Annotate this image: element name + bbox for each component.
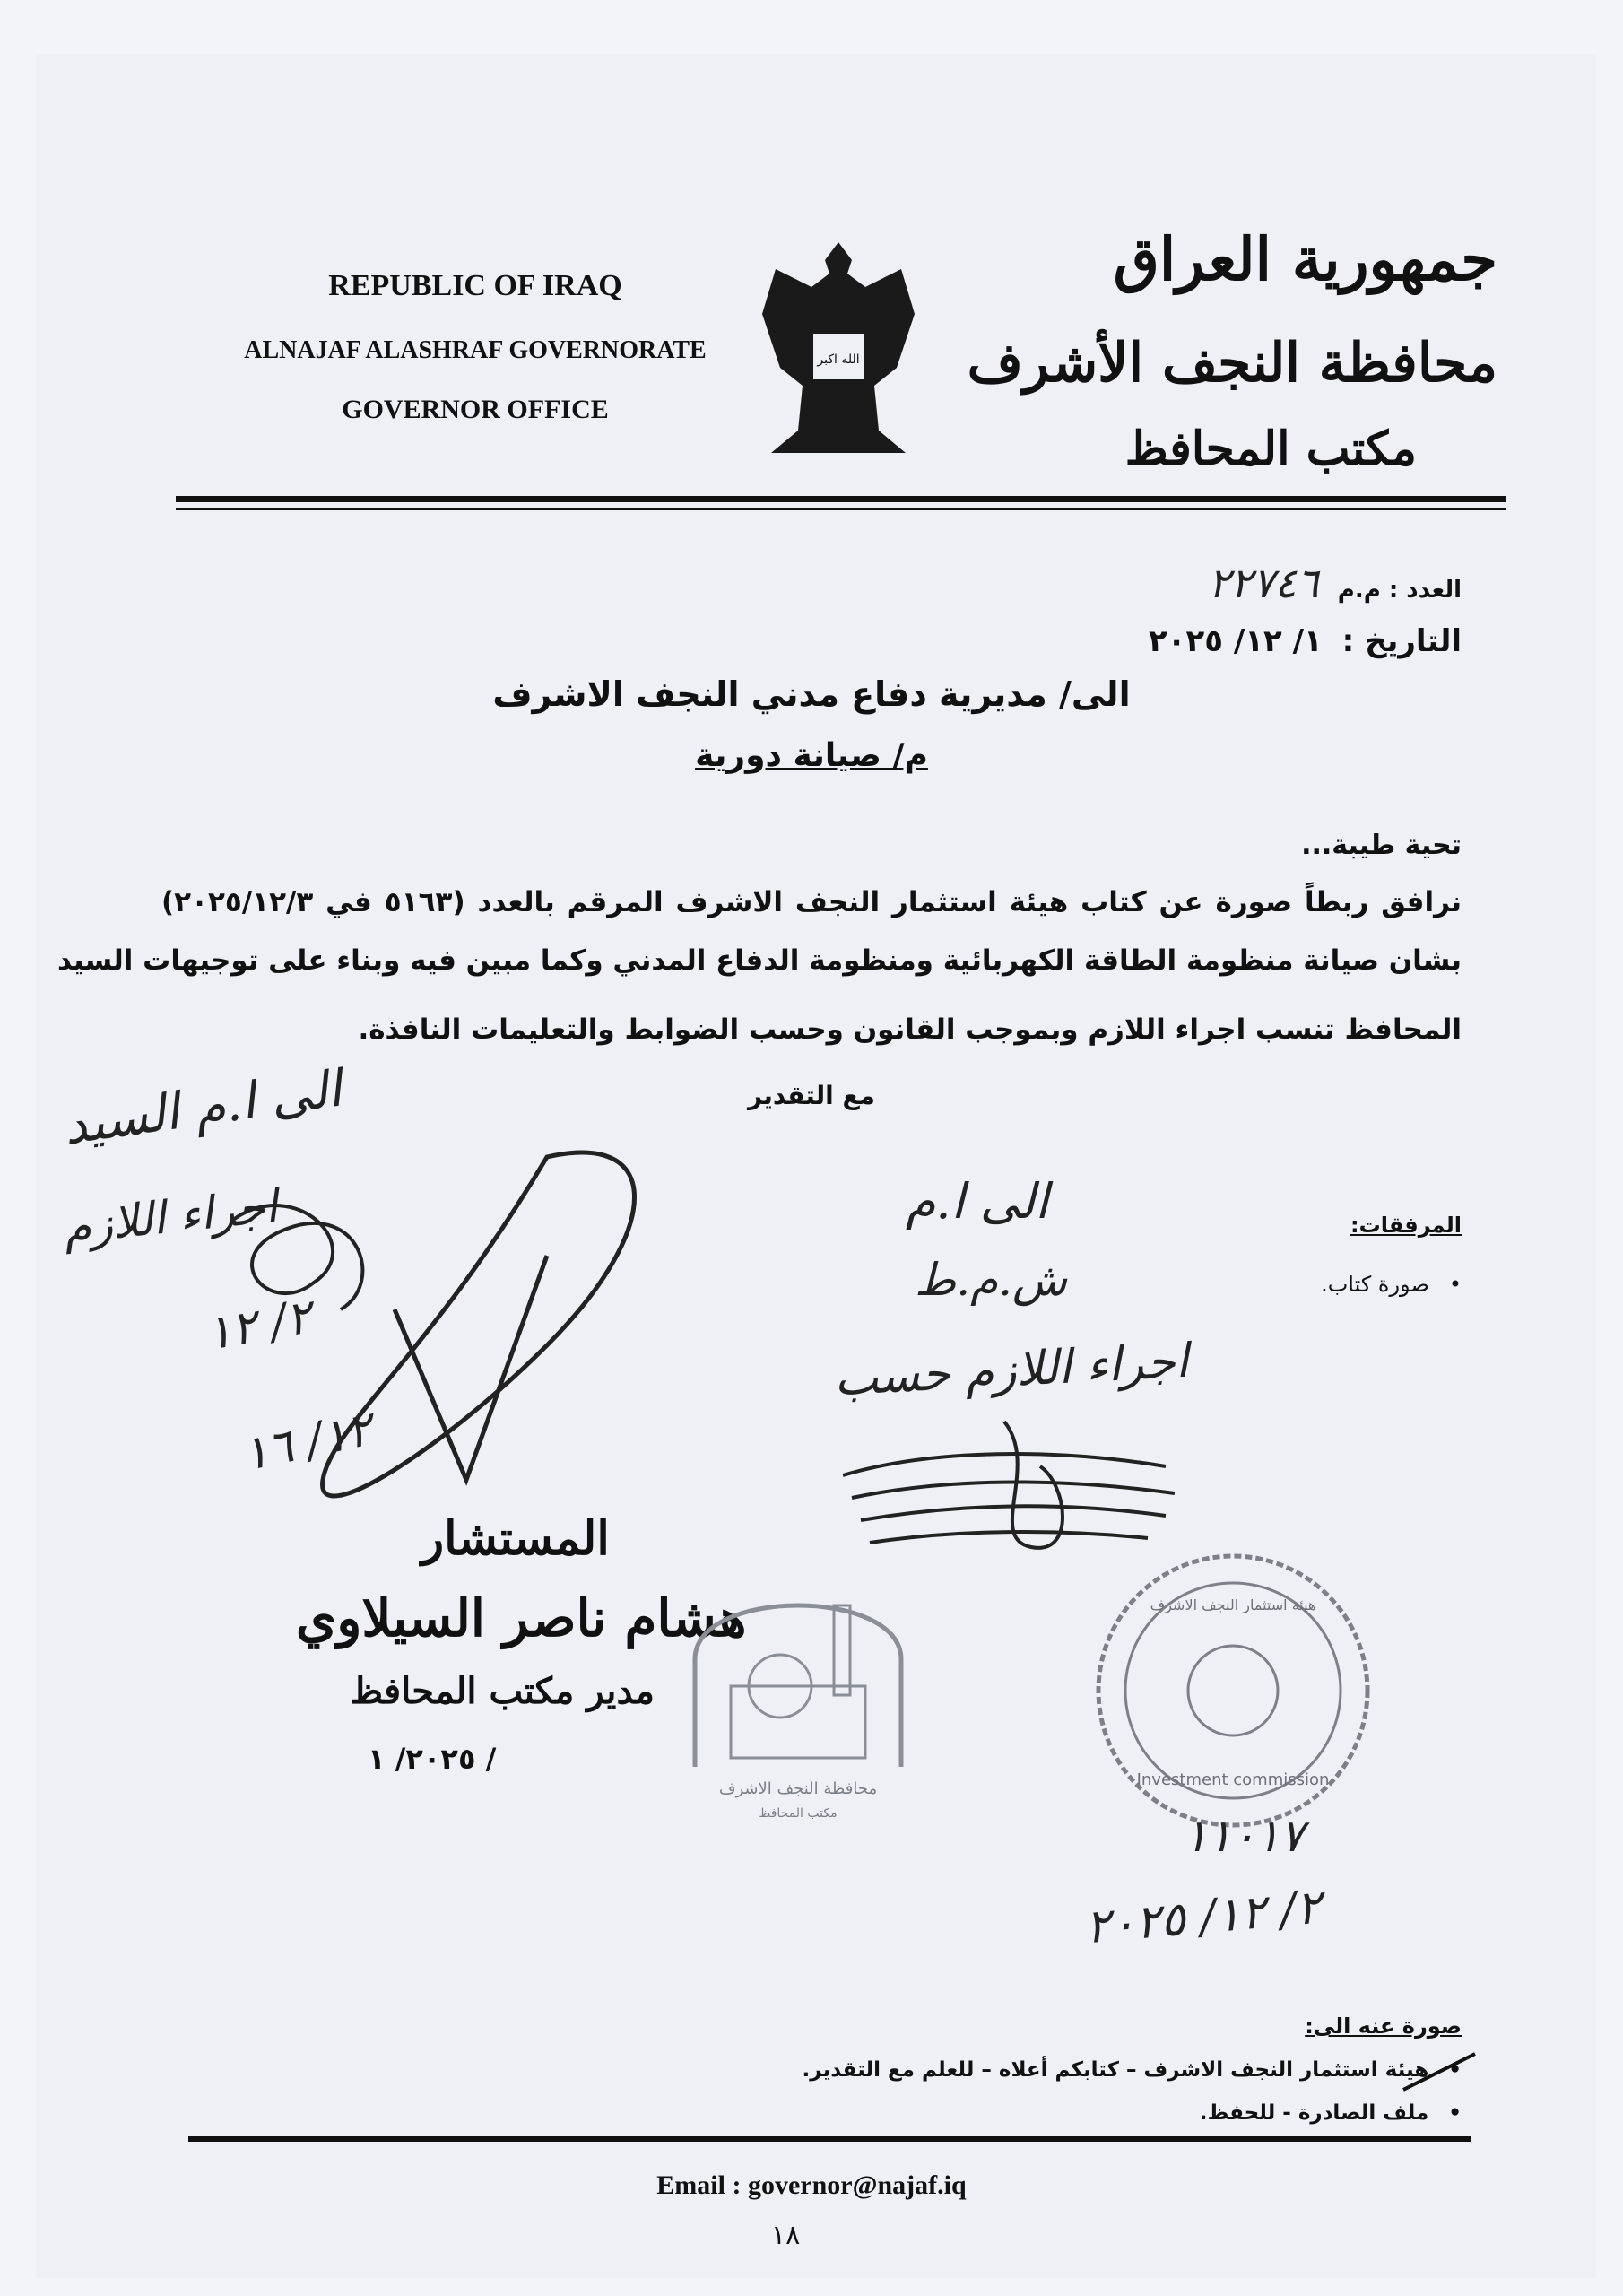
- paragraph-line-1: نرافق ربطاً صورة عن كتاب هيئة استثمار النجف الاشرف المرقم بالعدد (٥١٦٣ في ٢٠٢٥/١٢/٣): [161, 886, 1462, 918]
- date-label: التاريخ :: [1341, 623, 1462, 659]
- signature-position: مدير مكتب المحافظ: [350, 1670, 655, 1712]
- attachments-title: المرفقات:: [1350, 1213, 1462, 1238]
- handwritten-date-left: ٢/ ١٢: [202, 1290, 317, 1361]
- header-en-office: GOVERNOR OFFICE: [342, 395, 609, 424]
- date-value: ١/ ١٢/ ٢٠٢٥: [1148, 623, 1323, 659]
- cc-item: • هيئة استثمار النجف الاشرف – كتابكم أعلاه – للعلم مع التقدير.: [803, 2058, 1462, 2082]
- reference-number: [1208, 561, 1462, 606]
- header-divider-thin: [176, 508, 1506, 510]
- handwritten-note-left-1: الى ا.م السيد: [59, 1059, 345, 1157]
- cc-title: صورة عنه الى:: [1305, 2013, 1462, 2039]
- paragraph-line-2: بشان صيانة منظومة الطاقة الكهربائية ومنظومة الدفاع المدني وكما مبين فيه وبناء على توجيهات السيد: [57, 944, 1462, 977]
- attachment-item: • صورة كتاب.: [1321, 1272, 1462, 1297]
- signature-date: / ٢٠٢٥/ ١: [368, 1742, 497, 1776]
- cc-item: • ملف الصادرة - للحفظ.: [1200, 2101, 1462, 2125]
- signature-name: هشام ناصر السيلاوي: [296, 1587, 747, 1648]
- header-ar-country: جمهورية العراق: [1113, 224, 1497, 294]
- letter-greeting: تحية طيبة...: [1301, 830, 1462, 861]
- checkmark-stroke-icon: [1399, 2049, 1480, 2094]
- number-value: ٢٢٧٤٦: [1208, 559, 1319, 607]
- handwritten-date-left-2: ١٢/ ١٦: [238, 1402, 378, 1483]
- page-mark: ١٨: [771, 2220, 801, 2251]
- letter-closing: مع التقدير: [747, 1081, 875, 1110]
- signature-scribble-left: [161, 1121, 699, 1543]
- svg-text:هيئة استثمار النجف الاشرف: هيئة استثمار النجف الاشرف: [1150, 1596, 1316, 1613]
- handwritten-note-center-2: ش.م.ط: [915, 1254, 1068, 1306]
- svg-text:Investment commission: Investment commission: [1136, 1770, 1330, 1789]
- svg-text:مكتب المحافظ: مكتب المحافظ: [759, 1806, 838, 1821]
- svg-text:الله اكبر: الله اكبر: [817, 352, 860, 367]
- governor-office-stamp: [668, 1552, 928, 1830]
- iraq-eagle-emblem-icon: [753, 233, 924, 471]
- svg-text:محافظة النجف الاشرف: محافظة النجف الاشرف: [718, 1779, 878, 1798]
- footer-divider: [188, 2136, 1471, 2142]
- letter-subject: م/ صيانة دورية: [695, 737, 928, 774]
- handwritten-receipt-date: ٢/ ١٢/ ٢٠٢٥: [1082, 1880, 1324, 1955]
- header-en-country: REPUBLIC OF IRAQ: [328, 269, 622, 302]
- investment-commission-stamp: [1085, 1543, 1381, 1839]
- paragraph-line-3: المحافظ تنسب اجراء اللازم وبموجب القانون وحسب الضوابط والتعليمات النافذة.: [358, 1013, 1462, 1046]
- letter-recipient: الى/ مديرية دفاع مدني النجف الاشرف: [492, 674, 1131, 714]
- header-ar-office: مكتب المحافظ: [1124, 422, 1417, 476]
- header-divider-thick: [176, 496, 1506, 502]
- signature-title: المستشار: [421, 1511, 610, 1566]
- number-label: العدد : م.م: [1337, 577, 1462, 604]
- header-en-governorate: ALNAJAF ALASHRAF GOVERNORATE: [244, 336, 707, 364]
- letter-date: [1149, 623, 1462, 659]
- handwritten-note-center-1: الى ا.م: [906, 1173, 1049, 1230]
- handwritten-receipt-number: ١١٠١٧: [1184, 1810, 1305, 1862]
- header-ar-governorate: محافظة النجف الأشرف: [967, 332, 1497, 395]
- handwritten-note-left-2: اجراء اللازم: [60, 1179, 281, 1255]
- footer-email: Email : governor@najaf.iq: [656, 2170, 967, 2200]
- handwritten-note-center-3: اجراء اللازم حسب: [832, 1334, 1190, 1407]
